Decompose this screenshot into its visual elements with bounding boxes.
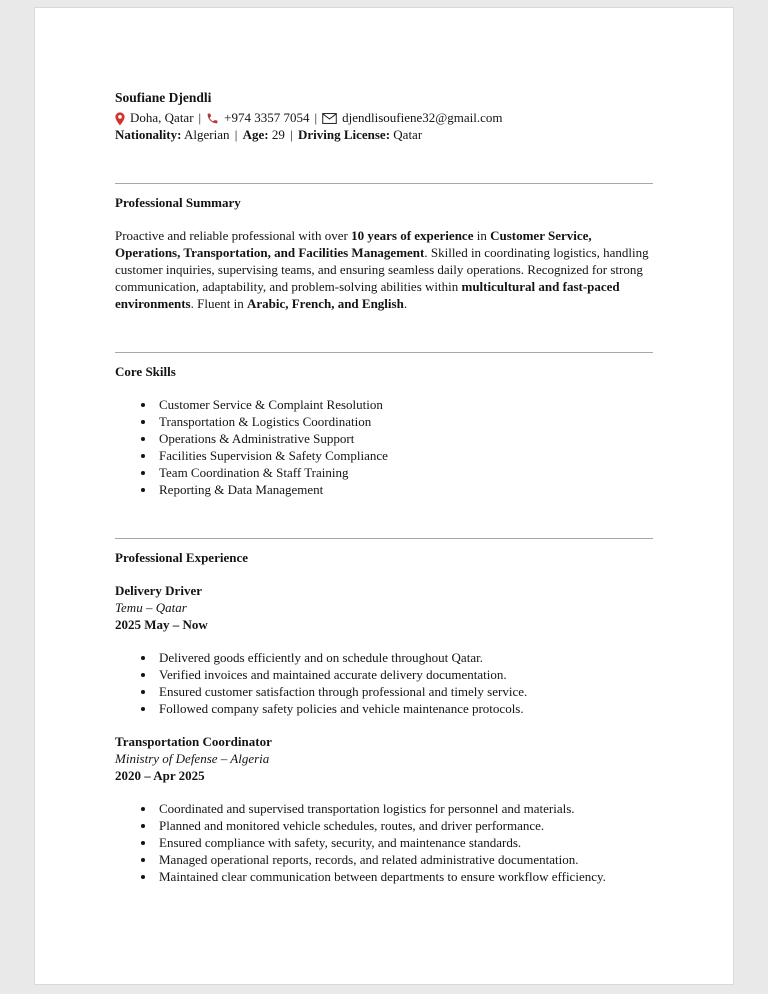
summary-segment: . Fluent in — [190, 296, 247, 311]
summary-paragraph — [115, 227, 653, 312]
job-company: Temu – Qatar — [115, 600, 187, 615]
phone-icon — [206, 112, 219, 125]
job-bullet: • Followed company safety policies and vehicle maintenance protocols. — [156, 700, 653, 717]
job-title: Transportation Coordinator — [115, 734, 272, 749]
job-bullet: • Delivered goods efficiently and on schedule throughout Qatar. — [156, 649, 653, 666]
summary-segment: Arabic, French, and English — [246, 296, 404, 311]
skill-item: • Team Coordination & Staff Training — [156, 464, 653, 481]
separator: | — [198, 110, 202, 125]
experience-entry — [115, 582, 653, 717]
job-dates: 2020 – Apr 2025 — [115, 768, 205, 783]
location-text: Doha, Qatar — [130, 110, 194, 125]
license-label: Driving License: — [297, 127, 391, 142]
summary-segment: Proactive and reliable professional with over — [115, 228, 352, 243]
core-skills-list — [115, 396, 653, 498]
job-bullet: • Maintained clear communication between departments to ensure workflow efficiency. — [156, 868, 653, 885]
skill-item: • Facilities Supervision & Safety Compliance — [156, 447, 653, 464]
resume-page — [34, 7, 734, 985]
job-bullet: • Ensured compliance with safety, security, and maintenance standards. — [156, 834, 653, 851]
summary-segment: . Skilled in coordinating logistics, handling customer inquiries, supervising teams, and ensuring seamless daily operations. Recognized for strong communication, adaptability, and problem-solving abilities within — [115, 245, 649, 294]
age-value: 29 — [271, 127, 285, 142]
summary-segment: Customer Service, Operations, Transportation, and Facilities Management — [115, 228, 592, 260]
job-bullet: • Ensured customer satisfaction through professional and timely service. — [156, 683, 653, 700]
age-label: Age: — [242, 127, 269, 142]
skill-item: • Customer Service & Complaint Resolution — [156, 396, 653, 413]
separator: | — [314, 110, 318, 125]
job-bullet: • Managed operational reports, records, and related administrative documentation. — [156, 851, 653, 868]
section-divider — [115, 538, 653, 539]
summary-segment: in — [473, 228, 491, 243]
meta-line — [115, 126, 653, 143]
skill-item: • Transportation & Logistics Coordination — [156, 413, 653, 430]
section-divider — [115, 183, 653, 184]
section-heading-experience: Professional Experience — [115, 550, 248, 565]
job-bullet: • Verified invoices and maintained accurate delivery documentation. — [156, 666, 653, 683]
contact-line — [115, 109, 653, 126]
job-title: Delivery Driver — [115, 583, 202, 598]
phone-text: +974 3357 7054 — [224, 110, 310, 125]
job-bullet: • Coordinated and supervised transportation logistics for personnel and materials. — [156, 800, 653, 817]
candidate-name: Soufiane Djendli — [115, 90, 212, 105]
job-bullet-list — [115, 800, 653, 885]
location-pin-icon — [115, 112, 125, 126]
experience-entry — [115, 733, 653, 885]
job-bullet-list — [115, 649, 653, 717]
job-dates: 2025 May – Now — [115, 617, 208, 632]
summary-segment: . — [403, 296, 408, 311]
summary-segment: 10 years of experience — [351, 228, 474, 243]
section-heading-skills: Core Skills — [115, 364, 176, 379]
job-company: Ministry of Defense – Algeria — [115, 751, 270, 766]
nationality-label: Nationality: — [115, 127, 182, 142]
summary-segment: multicultural and fast-paced environments — [115, 279, 620, 311]
separator: | — [234, 127, 238, 142]
nationality-value: Algerian — [184, 127, 230, 142]
email-text: djendlisoufiene32@gmail.com — [342, 110, 503, 125]
skill-item: • Reporting & Data Management — [156, 481, 653, 498]
section-heading-summary: Professional Summary — [115, 195, 241, 210]
email-icon — [322, 113, 337, 124]
separator: | — [290, 127, 293, 142]
job-bullet: • Planned and monitored vehicle schedules, routes, and driver performance. — [156, 817, 653, 834]
license-value: Qatar — [393, 127, 423, 142]
skill-item: • Operations & Administrative Support — [156, 430, 653, 447]
section-divider — [115, 352, 653, 353]
